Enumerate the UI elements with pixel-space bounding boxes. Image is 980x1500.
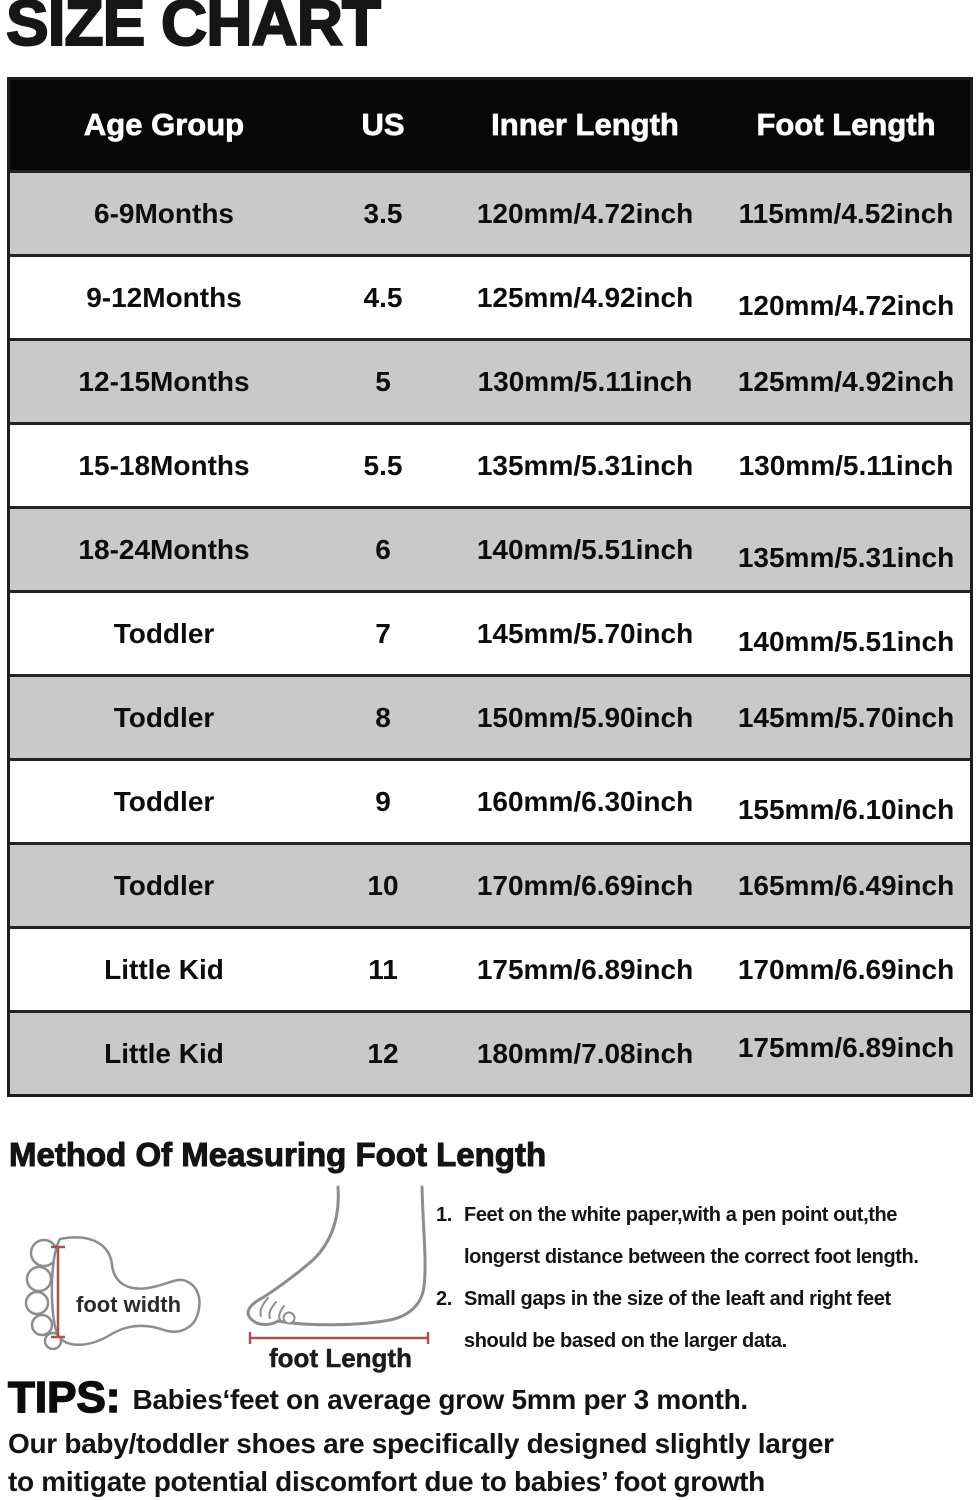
us-cell: 6 [375, 533, 391, 565]
tips-line: Our baby/toddler shoes are specifically designed slightly larger [8, 1428, 834, 1459]
instruction-item [436, 1278, 976, 1362]
tips-label: TIPS: [8, 1373, 121, 1422]
age-cell: 18-24Months [78, 533, 250, 565]
inner-length-cell: 140mm/5.51inch [476, 533, 694, 565]
header-us: US [361, 107, 405, 142]
method-heading: Method Of Measuring Foot Length [9, 1136, 547, 1173]
foot-length-cell: 135mm/5.31inch [737, 541, 955, 573]
instruction-line: longerst distance between the correct foot length. [464, 1246, 919, 1268]
foot-width-label: foot width [76, 1292, 182, 1317]
inner-length-cell: 125mm/4.92inch [476, 281, 694, 313]
inner-length-cell: 175mm/6.89inch [476, 953, 694, 985]
instruction-line: Feet on the white paper,with a pen point out,the [464, 1204, 898, 1226]
foot-length-cell: 170mm/6.69inch [737, 953, 955, 985]
inner-length-cell: 170mm/6.69inch [476, 869, 694, 901]
age-cell: 9-12Months [86, 281, 242, 313]
instruction-number: 2. [436, 1288, 452, 1310]
tips-line: to mitigate potential discomfort due to babies’ foot growth [8, 1466, 765, 1497]
age-cell: Toddler [113, 869, 215, 901]
instruction-number: 1. [436, 1204, 452, 1226]
table-row [10, 422, 970, 506]
us-cell: 5 [375, 365, 391, 397]
foot-length-cell: 140mm/5.51inch [737, 625, 955, 657]
instruction-line: should be based on the larger data. [464, 1330, 787, 1352]
us-cell: 11 [368, 953, 398, 985]
foot-length-cell: 175mm/6.89inch [737, 1031, 955, 1063]
header-age-group: Age Group [83, 107, 245, 142]
foot-side-view-diagram [238, 1185, 443, 1347]
us-cell: 12 [367, 1037, 399, 1069]
table-row [10, 506, 970, 590]
us-cell: 10 [367, 869, 399, 901]
us-cell: 5.5 [363, 449, 403, 481]
foot-length-cell: 115mm/4.52inch [738, 197, 954, 229]
us-cell: 4.5 [363, 281, 403, 313]
foot-length-cell: 165mm/6.49inch [737, 869, 955, 901]
table-row [10, 758, 970, 842]
instruction-line: Small gaps in the size of the leaft and right feet [464, 1288, 891, 1310]
tips-line: Babies‘feet on average grow 5mm per 3 month. [132, 1384, 748, 1415]
size-table [7, 77, 973, 1097]
foot-length-cell: 125mm/4.92inch [737, 365, 955, 397]
table-row [10, 338, 970, 422]
age-cell: Toddler [113, 617, 215, 649]
inner-length-cell: 150mm/5.90inch [476, 701, 694, 733]
header-inner-length: Inner Length [491, 107, 679, 142]
age-cell: Toddler [113, 785, 215, 817]
us-cell: 7 [375, 617, 391, 649]
age-cell: 15-18Months [78, 449, 250, 481]
inner-length-cell: 120mm/4.72inch [476, 197, 694, 229]
inner-length-cell: 180mm/7.08inch [476, 1037, 694, 1069]
table-row [10, 254, 970, 338]
us-cell: 8 [375, 701, 391, 733]
age-cell: 12-15Months [78, 365, 250, 397]
inner-length-cell: 160mm/6.30inch [476, 785, 694, 817]
foot-length-label: foot Length [269, 1343, 412, 1373]
tips-section [8, 1373, 976, 1500]
table-row [10, 1010, 970, 1094]
page-title: SIZE CHART [6, 0, 380, 59]
age-cell: 6-9Months [94, 197, 234, 229]
foot-length-cell: 120mm/4.72inch [737, 289, 955, 321]
foot-length-cell: 145mm/5.70inch [737, 701, 955, 733]
us-cell: 9 [375, 785, 391, 817]
foot-length-cell: 155mm/6.10inch [737, 793, 955, 825]
measuring-instructions [436, 1194, 976, 1362]
table-header-row [10, 80, 970, 170]
age-cell: Toddler [113, 701, 215, 733]
table-row [10, 842, 970, 926]
instruction-item [436, 1194, 976, 1278]
table-row [10, 926, 970, 1010]
us-cell: 3.5 [363, 197, 403, 229]
inner-length-cell: 130mm/5.11inch [477, 365, 693, 397]
table-row [10, 674, 970, 758]
table-row [10, 170, 970, 254]
header-foot-length: Foot Length [756, 107, 936, 142]
inner-length-cell: 135mm/5.31inch [476, 449, 694, 481]
table-row [10, 590, 970, 674]
foot-length-cell: 130mm/5.11inch [738, 449, 954, 481]
age-cell: Little Kid [104, 1037, 224, 1069]
age-cell: Little Kid [104, 953, 224, 985]
inner-length-cell: 145mm/5.70inch [476, 617, 694, 649]
